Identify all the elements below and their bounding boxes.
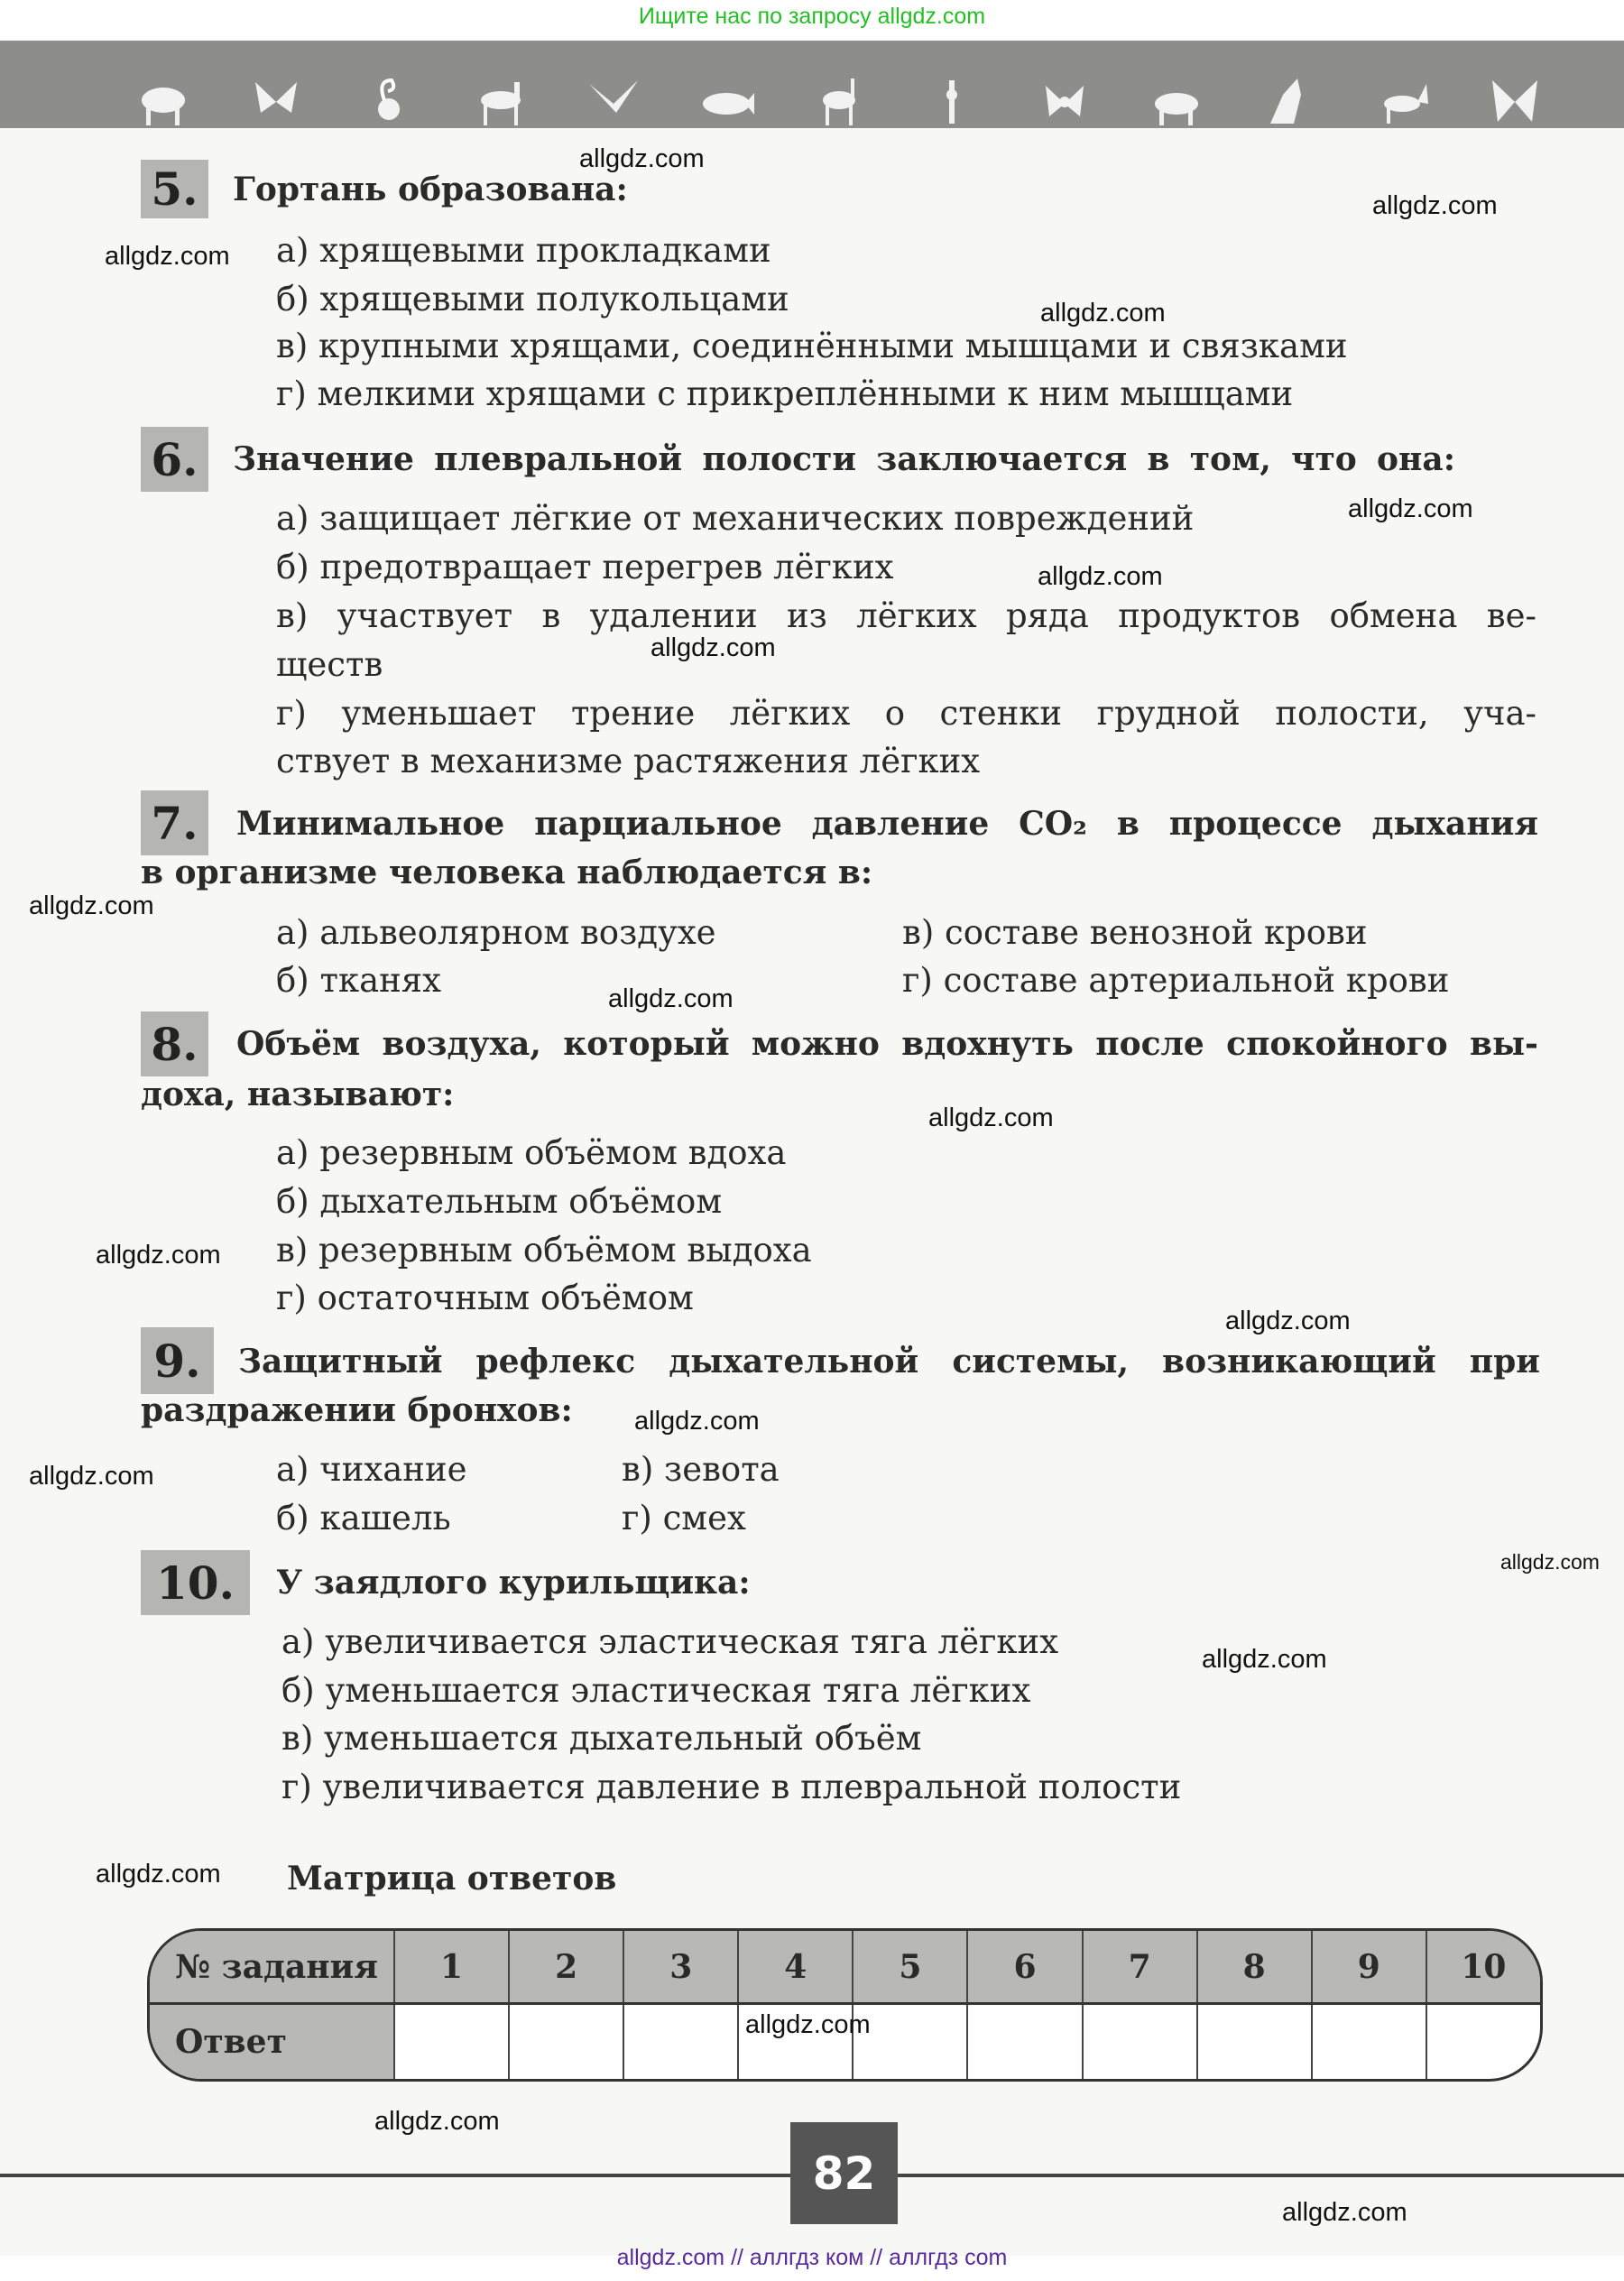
boar-icon <box>1149 77 1204 126</box>
task-number-cell: 3 <box>623 1931 737 2002</box>
fish-icon <box>698 77 754 126</box>
answer-option: г) мелкими хрящами с прикреплёнными к ним мышцами <box>276 374 1294 413</box>
deer-icon <box>1261 77 1317 126</box>
question-number: 7. <box>141 790 208 855</box>
question-title: Минимальное парциальное давление CO₂ в процессе дыхания <box>236 805 1538 843</box>
watermark: allgdz.com <box>745 2010 871 2039</box>
watermark: allgdz.com <box>1225 1307 1351 1335</box>
answer-cell[interactable] <box>966 2005 1081 2079</box>
answer-option: б) уменьшается эластическая тяга лёгких <box>281 1671 1031 1710</box>
watermark: allgdz.com <box>1348 494 1473 523</box>
goat-icon <box>811 77 867 126</box>
horse-icon <box>473 77 529 126</box>
fox-icon <box>1374 77 1430 126</box>
row-header-task: № задания <box>150 1931 393 2002</box>
watermark: allgdz.com <box>928 1104 1054 1132</box>
watermark: allgdz.com <box>1202 1645 1327 1674</box>
answer-option: г) составе артериальной крови <box>902 961 1450 1000</box>
watermark: allgdz.com <box>1372 191 1498 220</box>
answer-option: ществ <box>276 645 383 684</box>
answer-option: в) составе венозной крови <box>902 913 1368 952</box>
question-title-continued: в организме человека наблюдается в: <box>141 854 873 891</box>
watermark: allgdz.com <box>96 1860 221 1889</box>
answer-matrix-title: Матрица ответов <box>287 1860 617 1898</box>
page-number: 82 <box>790 2122 898 2224</box>
watermark: allgdz.com <box>1282 2198 1407 2227</box>
butterfly-icon <box>248 77 304 126</box>
task-number-cell: 1 <box>393 1931 508 2002</box>
answer-cell[interactable] <box>1426 2005 1540 2079</box>
answer-option: в) зевота <box>622 1450 780 1489</box>
insect-icon <box>1037 77 1093 126</box>
question-title: Объём воздуха, который можно вдохнуть после спокойного вы- <box>236 1025 1538 1063</box>
answer-option: ствует в механизме растяжения лёгких <box>276 742 981 780</box>
answer-option: г) увеличивается давление в плевральной полости <box>281 1768 1182 1806</box>
answer-option: а) чихание <box>276 1450 467 1489</box>
question-title: Значение плевральной полости заключается в том, что она: <box>233 440 1455 478</box>
answer-option: а) увеличивается эластическая тяга лёгких <box>281 1622 1059 1661</box>
watermark: allgdz.com <box>634 1407 760 1436</box>
task-number-cell: 6 <box>966 1931 1081 2002</box>
watermark: allgdz.com <box>1500 1550 1600 1574</box>
answer-option: б) кашель <box>276 1499 451 1538</box>
question-number: 10. <box>141 1550 250 1615</box>
question-title: У заядлого курильщика: <box>276 1564 751 1602</box>
task-number-cell: 5 <box>852 1931 966 2002</box>
watermark: allgdz.com <box>651 633 776 662</box>
answer-option: в) крупными хрящами, соединёнными мышцами и связками <box>276 327 1348 365</box>
question-number: 8. <box>141 1011 208 1076</box>
question-title: Защитный рефлекс дыхательной системы, возникающий при <box>238 1343 1540 1381</box>
answer-cell[interactable] <box>1196 2005 1311 2079</box>
answer-matrix-table <box>147 1928 1543 2082</box>
answer-option: в) уменьшается дыхательный объём <box>281 1719 922 1758</box>
watermark: allgdz.com <box>1040 299 1166 328</box>
answer-cell[interactable] <box>393 2005 508 2079</box>
header-search-link[interactable]: Ищите нас по запросу allgdz.com <box>638 4 986 29</box>
answer-cell[interactable] <box>1082 2005 1196 2079</box>
footer-links[interactable]: allgdz.com // аллгдз ком // аллгдз com <box>616 2245 1008 2270</box>
row-header-answer: Ответ <box>150 2005 393 2079</box>
answer-option: г) смех <box>622 1499 746 1538</box>
answer-option: г) уменьшает трение лёгких о стенки грудной полости, уча- <box>276 694 1536 733</box>
answer-option: а) альвеолярном воздухе <box>276 913 716 952</box>
answer-cell[interactable] <box>1311 2005 1426 2079</box>
bird-icon <box>586 77 641 126</box>
answer-cell[interactable] <box>508 2005 623 2079</box>
answer-option: г) остаточным объёмом <box>276 1279 694 1317</box>
answer-option: б) хрящевыми полукольцами <box>276 280 789 319</box>
moth-icon <box>1487 77 1543 126</box>
answer-option: в) резервным объёмом выдоха <box>276 1231 812 1270</box>
answer-option: б) тканях <box>276 961 441 1000</box>
watermark: allgdz.com <box>608 984 734 1013</box>
scorpion-icon <box>361 77 417 126</box>
task-number-row <box>150 1931 1540 2005</box>
question-number: 9. <box>141 1327 214 1394</box>
watermark: allgdz.com <box>374 2107 500 2136</box>
answer-option: а) хрящевыми прокладками <box>276 231 771 270</box>
question-title-continued: доха, называют: <box>141 1076 455 1113</box>
watermark: allgdz.com <box>105 242 230 271</box>
question-title: Гортань образована: <box>233 171 628 208</box>
task-number-cell: 4 <box>737 1931 852 2002</box>
task-number-cell: 7 <box>1082 1931 1196 2002</box>
answer-option: в) участвует в удалении из лёгких ряда продуктов обмена ве- <box>276 596 1536 635</box>
watermark: allgdz.com <box>579 144 705 173</box>
task-number-cell: 10 <box>1426 1931 1540 2002</box>
answer-cell[interactable] <box>623 2005 737 2079</box>
heron-icon <box>924 77 980 126</box>
watermark: allgdz.com <box>96 1241 221 1270</box>
watermark: allgdz.com <box>29 891 154 920</box>
answer-option: а) защищает лёгкие от механических повреждений <box>276 499 1195 538</box>
task-number-cell: 8 <box>1196 1931 1311 2002</box>
watermark: allgdz.com <box>1038 562 1163 591</box>
task-number-cell: 2 <box>508 1931 623 2002</box>
decorative-banner <box>0 41 1624 128</box>
task-number-cell: 9 <box>1311 1931 1426 2002</box>
bison-icon <box>135 77 191 126</box>
question-number: 6. <box>141 427 208 492</box>
answer-option: а) резервным объёмом вдоха <box>276 1133 787 1172</box>
question-number: 5. <box>141 160 208 218</box>
question-title-continued: раздражении бронхов: <box>141 1391 573 1429</box>
answer-option: б) предотвращает перегрев лёгких <box>276 548 894 586</box>
answer-option: б) дыхательным объёмом <box>276 1182 723 1221</box>
watermark: allgdz.com <box>29 1462 154 1491</box>
